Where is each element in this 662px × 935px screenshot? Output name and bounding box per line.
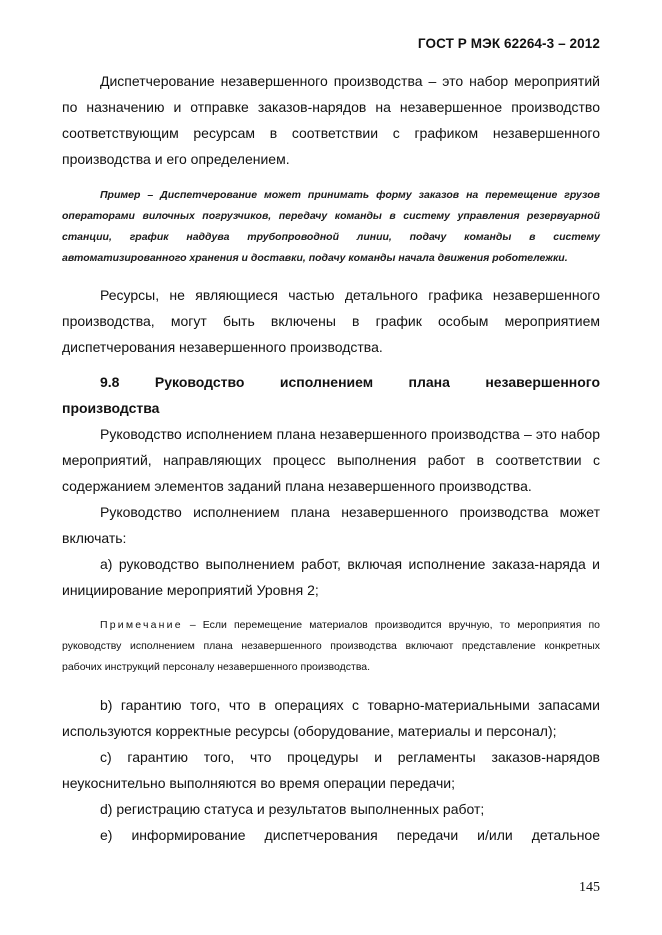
paragraph-resources: Ресурсы, не являющиеся частью детального графика незавершенного производства, могут быть включены в график особым мероприятием диспетчерования незавершенного производства. bbox=[62, 287, 600, 355]
page-number: 145 bbox=[579, 880, 600, 895]
paragraph-execution-definition: Руководство исполнением плана незавершенного производства – это набор мероприятий, направляющих процесс выполнения работ в соответствии с содержанием элементов заданий плана незавершенного производства. bbox=[62, 426, 600, 494]
heading-word-4: незавершенного bbox=[485, 374, 600, 390]
section-number: 9.8 bbox=[100, 374, 120, 390]
list-item-d: d) регистрацию статуса и результатов выполненных работ; bbox=[100, 801, 485, 817]
list-item-c: c) гарантию того, что процедуры и регламенты заказов-нарядов неукоснительно выполняются во время операции передачи; bbox=[62, 749, 600, 791]
paragraph-may-include: Руководство исполнением плана незавершенного производства может включать: bbox=[62, 504, 600, 546]
paragraph-dispatching-definition: Диспетчерование незавершенного производства – это набор мероприятий по назначению и отправке заказов-нарядов на незавершенное производство соответствующим ресурсам в соответствии с графиком незавершенного производства и его определением. bbox=[62, 73, 600, 167]
note-label: Примечание bbox=[100, 619, 183, 631]
heading-word-3: плана bbox=[408, 374, 450, 390]
example-note: Пример – Диспетчерование может принимать форму заказов на перемещение грузов операторами вилочных погрузчиков, передачу команды в систему управления резервуарной станции, график наддува трубопроводной линии, подачу команды в систему автоматизированного хранения и доставки, подачу команды начала движения роботележки. bbox=[62, 189, 600, 264]
list-item-b: b) гарантию того, что в операциях с товарно-материальными запасами используются корректные ресурсы (оборудование, материалы и персонал); bbox=[62, 697, 600, 739]
heading-word-1: Руководство bbox=[154, 374, 245, 390]
list-item-e: e) информирование диспетчерования передачи и/или детальное bbox=[100, 827, 600, 843]
note-text: – Если перемещение материалов производится вручную, то мероприятия по руководству исполнением плана незавершенного производства включают представление конкретных рабочих инструкций персоналу незавершенного производства. bbox=[62, 619, 600, 673]
note bbox=[62, 615, 600, 678]
section-heading-9-8 bbox=[62, 369, 600, 421]
list-item-a: а) руководство выполнением работ, включая исполнение заказа-наряда и инициирование мероприятий Уровня 2; bbox=[62, 556, 600, 598]
heading-line-2: производства bbox=[62, 400, 160, 416]
page-content bbox=[62, 68, 600, 848]
heading-word-2: исполнением bbox=[279, 374, 374, 390]
page-header: ГОСТ Р МЭК 62264-3 – 2012 bbox=[417, 36, 600, 51]
